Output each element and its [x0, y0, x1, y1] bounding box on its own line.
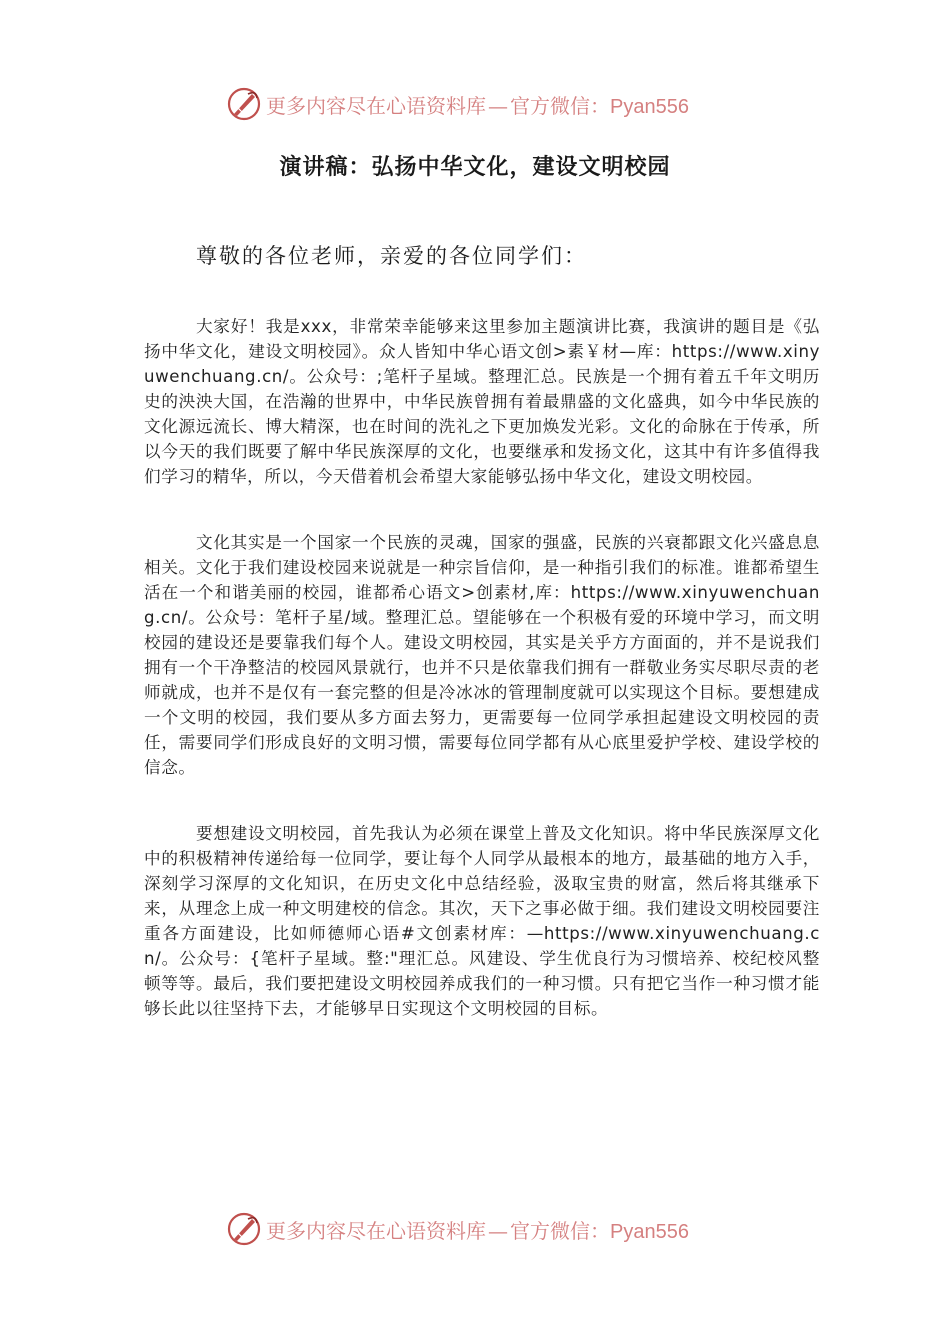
document-title: 演讲稿：弘扬中华文化，建设文明校园 — [279, 155, 671, 180]
document-body — [144, 314, 820, 1062]
paragraph-2: 文化其实是一个国家一个民族的灵魂，国家的强盛，民族的兴衰都跟文化兴盛息息相关。文化于我们建设校园来说就是一种宗旨信仰，是一种指引我们的标准。谁都希望生活在一个和谐美丽的校园，谁都希心语文>创素材,库：https://www.xinyuwenchuang.cn/。公众号：笔杆子星/域。整理汇总。望能够在一个积极有爱的环境中学习，而文明校园的建设还是要靠我们每个人。建设文明校园，其实是关乎方方面面的，并不是说我们拥有一个干净整洁的校园风景就行，也并不只是依靠我们拥有一群敬业务实尽职尽责的老师就成，也并不是仅有一套完整的但是冷冰冰的管理制度就可以实现这个目标。要想建成一个文明的校园，我们要从多方面去努力，更需要每一位同学承担起建设文明校园的责任，需要同学们形成良好的文明习惯，需要每位同学都有从心底里爱护学校、建设学校的信念。 — [144, 533, 820, 777]
header-banner — [226, 84, 689, 124]
quill-pen-circle-icon — [226, 86, 262, 122]
banner-official-label: 官方微信： — [510, 93, 610, 118]
banner-official-label: 官方微信： — [510, 1218, 610, 1243]
banner-dash: — — [488, 93, 508, 118]
banner-dash: — — [488, 1218, 508, 1243]
banner-wechat-id: Pyan556 — [610, 1220, 689, 1243]
banner-promo-text: 更多内容尽在心语资料库 — [266, 93, 486, 118]
quill-pen-circle-icon — [226, 1211, 262, 1247]
banner-text — [266, 1215, 689, 1244]
footer-banner — [226, 1209, 689, 1249]
salutation: 尊敬的各位老师，亲爱的各位同学们： — [196, 244, 587, 268]
paragraph-1: 大家好！我是xxx，非常荣幸能够来这里参加主题演讲比赛，我演讲的题目是《弘扬中华文化，建设文明校园》。众人皆知中华心语文创>素￥材—库：https://www.xinyuwenchuang.cn/。公众号：;笔杆子星域。整理汇总。民族是一个拥有着五千年文明历史的泱泱大国，在浩瀚的世界中，中华民族曾拥有着最鼎盛的文化盛典，如今中华民族的文化源远流长、博大精深，也在时间的洗礼之下更加焕发光彩。文化的命脉在于传承，所以今天的我们既要了解中华民族深厚的文化，也要继承和发扬文化，这其中有许多值得我们学习的精华，所以，今天借着机会希望大家能够弘扬中华文化，建设文明校园。 — [144, 317, 820, 486]
banner-promo-text: 更多内容尽在心语资料库 — [266, 1218, 486, 1243]
paragraph-3: 要想建设文明校园，首先我认为必须在课堂上普及文化知识。将中华民族深厚文化中的积极精神传递给每一位同学，要让每个人同学从最根本的地方，最基础的地方入手，深刻学习深厚的文化知识，在历史文化中总结经验，汲取宝贵的财富，然后将其继承下来，从理念上成一种文明建校的信念。其次，天下之事必做于细。我们建设文明校园要注重各方面建设，比如师德师心语#文创素材库：—https://www.xinyuwenchuang.cn/。公众号：{笔杆子星域。整:"理汇总。风建设、学生优良行为习惯培养、校纪校风整顿等等。最后，我们要把建设文明校园养成我们的一种习惯。只有把它当作一种习惯才能够长此以往坚持下去，才能够早日实现这个文明校园的目标。 — [144, 824, 821, 1018]
banner-wechat-id: Pyan556 — [610, 95, 689, 118]
banner-text — [266, 90, 689, 119]
